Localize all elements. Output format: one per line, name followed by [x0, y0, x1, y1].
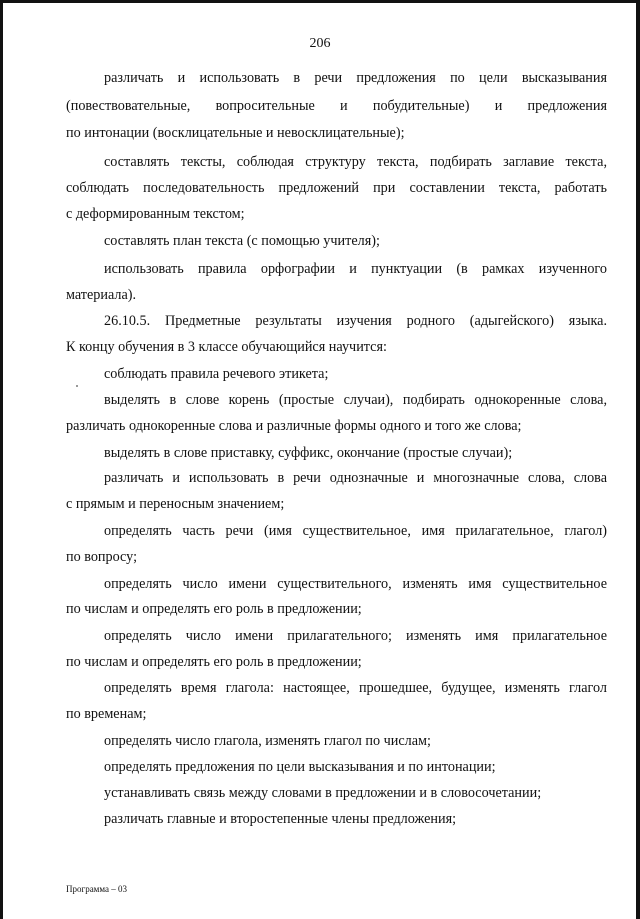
scan-edge-left — [0, 0, 3, 919]
text-line: различать и использовать в речи предложения по цели высказывания — [104, 70, 607, 86]
text-line: определять предложения по цели высказывания и по интонации; — [104, 759, 496, 775]
text-line: определять число имени прилагательного; изменять имя прилагательное — [104, 628, 607, 644]
scan-edge-top — [0, 0, 640, 3]
text-line: по числам и определять его роль в предложении; — [66, 601, 362, 617]
text-line: различать и использовать в речи однозначные и многозначные слова, слова — [104, 470, 607, 486]
footer-label: Программа – 03 — [66, 884, 128, 894]
scan-edge-right — [636, 0, 640, 919]
text-line: определять число глагола, изменять глагол по числам; — [104, 733, 431, 749]
text-line: по числам и определять его роль в предложении; — [66, 654, 362, 670]
text-line: с прямым и переносным значением; — [66, 496, 285, 512]
text-line: составлять тексты, соблюдая структуру текста, подбирать заглавие текста, — [104, 154, 607, 170]
section-heading-line: 26.10.5. Предметные результаты изучения родного (адыгейского) языка. — [104, 313, 607, 329]
text-line: соблюдать последовательность предложений при составлении текста, работать — [66, 180, 607, 196]
text-line: по интонации (восклицательные и невосклицательные); — [66, 125, 405, 141]
text-line: К концу обучения в 3 классе обучающийся научится: — [66, 339, 387, 355]
text-line: выделять в слове корень (простые случаи), подбирать однокоренные слова, — [104, 392, 607, 408]
text-line: определять число имени существительного, изменять имя существительное — [104, 576, 607, 592]
text-line: материала). — [66, 287, 137, 303]
text-line: выделять в слове приставку, суффикс, окончание (простые случаи); — [104, 445, 513, 461]
page-number: 206 — [309, 36, 331, 51]
text-line: определять время глагола: настоящее, прошедшее, будущее, изменять глагол — [104, 680, 607, 696]
text-line: соблюдать правила речевого этикета; — [104, 366, 329, 382]
text-line: использовать правила орфографии и пунктуации (в рамках изученного — [104, 261, 607, 277]
text-line: по временам; — [66, 706, 147, 722]
text-line: (повествовательные, вопросительные и побудительные) и предложения — [66, 98, 607, 114]
text-line: определять часть речи (имя существительное, имя прилагательное, глагол) — [104, 523, 607, 539]
text-line: различать однокоренные слова и различные формы одного и того же слова; — [66, 418, 522, 434]
text-line: составлять план текста (с помощью учителя); — [104, 233, 380, 249]
text-line: различать главные и второстепенные члены предложения; — [104, 811, 457, 827]
text-line: устанавливать связь между словами в предложении и в словосочетании; — [104, 785, 542, 801]
text-line: по вопросу; — [66, 549, 138, 565]
text-line: с деформированным текстом; — [66, 206, 245, 222]
